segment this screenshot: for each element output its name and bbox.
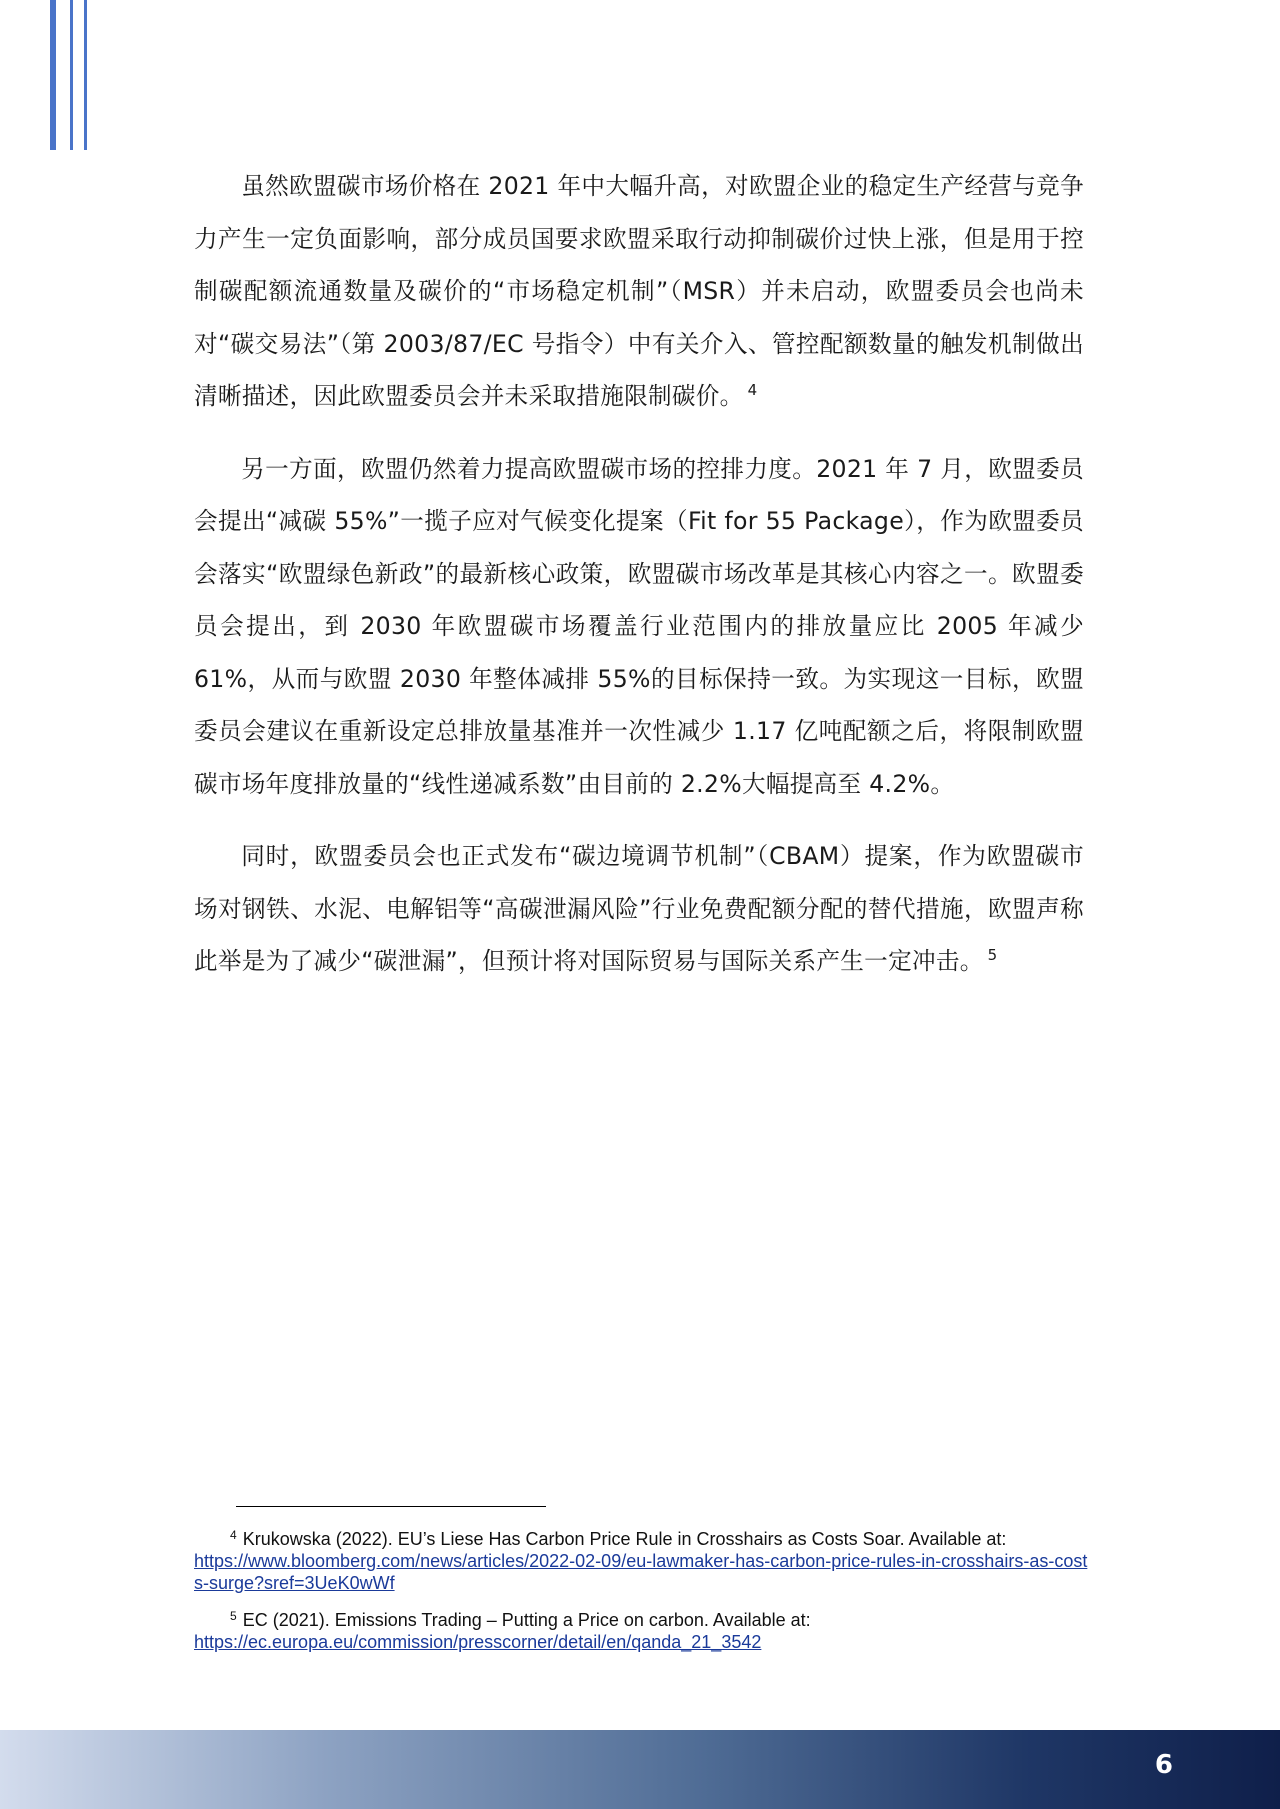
footnote-link[interactable]: https://ec.europa.eu/commission/presscorner/detail/en/qanda_21_3542 — [194, 1632, 762, 1652]
footnote-ref-5[interactable]: 5 — [987, 946, 998, 964]
page-footer — [0, 1730, 1280, 1809]
decorative-bar — [84, 0, 87, 150]
footnote-separator — [236, 1506, 546, 1507]
footnote-text — [230, 1528, 1094, 1550]
decorative-bar — [70, 0, 73, 150]
paragraph-3 — [194, 830, 1084, 988]
footnote-text — [230, 1609, 1094, 1631]
body-text — [194, 160, 1084, 1008]
footnotes — [194, 1528, 1094, 1668]
footnote-citation: Krukowska (2022). EU’s Liese Has Carbon Price Rule in Crosshairs as Costs Soar. Available at: — [242, 1529, 1007, 1549]
paragraph-text: 另一方面，欧盟仍然着力提高欧盟碳市场的控排力度。2021 年 7 月，欧盟委员会提出“减碳 55%”一揽子应对气候变化提案（Fit for 55 Package），作为欧盟委员会落实“欧盟绿色新政”的最新核心政策，欧盟碳市场改革是其核心内容之一。欧盟委员会提出，到 2030 年欧盟碳市场覆盖行业范围内的排放量应比 2005 年减少 61%，从而与欧盟 2030 年整体减排 55%的目标保持一致。为实现这一目标，欧盟委员会建议在重新设定总排放量基准并一次性减少 1.17 亿吨配额之后，将限制欧盟碳市场年度排放量的“线性递减系数”由目前的 2.2%大幅提高至 4.2%。 — [194, 454, 1084, 798]
footnote-ref-4[interactable]: 4 — [747, 381, 758, 399]
footnote-citation: EC (2021). Emissions Trading – Putting a Price on carbon. Available at: — [242, 1610, 811, 1630]
page-number: 6 — [1154, 1750, 1173, 1780]
footnote-number: 4 — [230, 1528, 237, 1542]
paragraph-text: 虽然欧盟碳市场价格在 2021 年中大幅升高，对欧盟企业的稳定生产经营与竞争力产生一定负面影响，部分成员国要求欧盟采取行动抑制碳价过快上涨，但是用于控制碳配额流通数量及碳价的“市场稳定机制”（MSR）并未启动，欧盟委员会也尚未对“碳交易法”（第 2003/87/EC 号指令）中有关介入、管控配额数量的触发机制做出清晰描述，因此欧盟委员会并未采取措施限制碳价。 — [194, 172, 1084, 410]
paragraph-1 — [194, 160, 1084, 423]
footnote-4 — [194, 1528, 1094, 1594]
footnote-link[interactable]: https://www.bloomberg.com/news/articles/2022-02-09/eu-lawmaker-has-carbon-price-rules-in-crosshairs-as-costs-surge?sref=3UeK0wWf — [194, 1551, 1088, 1593]
decorative-bar — [50, 0, 56, 150]
footnote-number: 5 — [230, 1609, 237, 1623]
paragraph-text: 同时，欧盟委员会也正式发布“碳边境调节机制”（CBAM）提案，作为欧盟碳市场对钢铁、水泥、电解铝等“高碳泄漏风险”行业免费配额分配的替代措施，欧盟声称此举是为了减少“碳泄漏”，但预计将对国际贸易与国际关系产生一定冲击。 — [194, 842, 1084, 975]
paragraph-2 — [194, 443, 1084, 811]
footnote-5 — [194, 1609, 1094, 1653]
